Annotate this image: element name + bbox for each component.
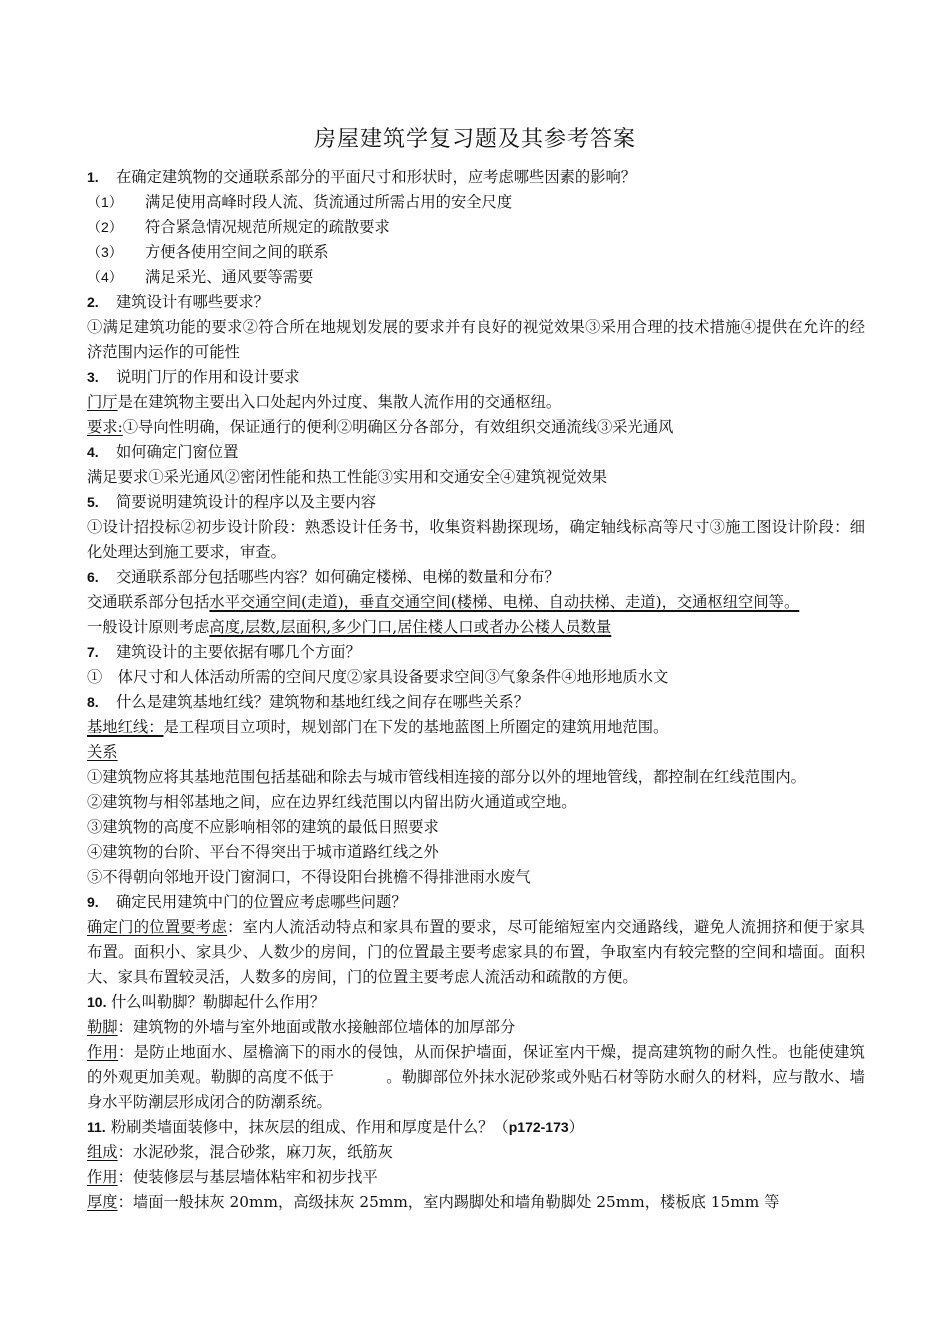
question-text: 说明门厅的作用和设计要求 [116, 368, 300, 386]
question-text: 如何确定门窗位置 [116, 443, 239, 461]
page-reference: p172-173 [508, 1119, 569, 1135]
answer-text: ① 体尺寸和人体活动所需的空间尺度②家具设备要求空间③气象条件④地形地质水文 [87, 668, 669, 686]
question-text: 什么是建筑基地红线？建筑物和基地红线之间存在哪些关系？ [116, 693, 530, 711]
answer-item [87, 240, 865, 265]
question-11 [87, 1115, 865, 1140]
underlined-text: 高度,层数,层面积,多少门口,居住楼人口或者办公楼人员数量 [209, 618, 612, 636]
question-text: 建筑设计的主要依据有哪几个方面？ [116, 643, 361, 661]
item-label: （3） [87, 244, 123, 260]
answer-line [87, 590, 865, 615]
relation-item: ④建筑物的台阶、平台不得突出于城市道路红线之外 [87, 843, 439, 861]
answer-line [87, 390, 865, 415]
term-label: 基地红线： [87, 718, 164, 736]
term-label: 关系 [87, 743, 118, 761]
answer-line [87, 415, 865, 440]
underlined-text: 水平交通空间(走道)，垂直交通空间(楼梯、电梯、自动扶梯、走道)，交通枢纽空间等。 [209, 593, 800, 611]
answer-item [87, 265, 865, 290]
item-label: （4） [87, 269, 123, 285]
question-text: 简要说明建筑设计的程序以及主要内容 [116, 493, 377, 511]
question-number: 7. [87, 644, 99, 660]
term-label: 厚度 [87, 1193, 118, 1211]
answer-text: ：是防止地面水、屋檐滴下的雨水的侵蚀，从而保护墙面，保证室内干燥，提高建筑物的耐久性。也能使建筑的外观更加美观。勒脚的高度不低于 [87, 1043, 865, 1086]
relation-item: ⑤不得朝向邻地开设门窗洞口，不得设阳台挑檐不得排泄雨水废气 [87, 868, 531, 886]
question-10 [87, 990, 865, 1015]
question-number: 5. [87, 494, 99, 510]
answer-text: ：室内人流活动特点和家具布置的要求，尽可能缩短室内交通路线，避免人流拥挤和便于家具布置。面积小、家具少、人数少的房间，门的位置最主要考虑家具的布置，争取室内有较完整的空间和墙面。面积大、家具布置较灵活，人数多的房间，门的位置主要考虑人流活动和疏散的方便。 [87, 918, 865, 986]
document-title: 房屋建筑学复习题及其参考答案 [313, 127, 636, 152]
question-text-end: ） [568, 1118, 584, 1136]
question-number: 9. [87, 894, 99, 910]
item-label: （1） [87, 194, 123, 210]
question-number: 10. [87, 994, 107, 1010]
item-text: 满足使用高峰时段人流、货流通过所需占用的安全尺度 [145, 193, 513, 211]
question-number: 1. [87, 169, 99, 185]
question-number: 4. [87, 444, 99, 460]
term-label: 确定门的位置要考虑 [87, 918, 228, 936]
answer-text: ：建筑物的外墙与室外地面或散水接触部位墙体的加厚部分 [117, 1018, 516, 1036]
question-5 [87, 490, 865, 515]
question-number: 6. [87, 569, 99, 585]
answer-text: 是在建筑物主要出入口处起内外过度、集散人流作用的交通枢纽。 [117, 393, 562, 411]
answer-line [87, 1140, 865, 1165]
question-text: 什么叫勒脚？勒脚起什么作用？ [111, 993, 326, 1011]
answer-text: ①满足建筑功能的要求②符合所在地规划发展的要求并有良好的视觉效果③采用合理的技术措施④提供在允许的经济范围内运作的可能性 [87, 318, 865, 361]
question-number: 3. [87, 369, 99, 385]
answer-line [87, 740, 865, 765]
item-text: 符合紧急情况规范所规定的疏散要求 [145, 218, 390, 236]
term-label: 作用 [87, 1043, 119, 1061]
relation-item: ①建筑物应将其基地范围包括基础和除去与城市管线相连接的部分以外的埋地管线，都控制在红线范围内。 [87, 768, 806, 786]
answer-item [87, 215, 865, 240]
answer-text: ①导向性明确，保证通行的便利②明确区分各部分，有效组织交通流线③采光通风 [122, 418, 674, 436]
question-number: 2. [87, 294, 99, 310]
question-9 [87, 890, 865, 915]
answer-line [87, 1190, 865, 1215]
item-text: 满足采光、通风要等需要 [145, 268, 314, 286]
answer-text: 交通联系部分包括 [87, 593, 210, 611]
question-text: 建筑设计有哪些要求？ [116, 293, 269, 311]
answer-text: ①设计招投标②初步设计阶段：熟悉设计任务书，收集资料勘探现场，确定轴线标高等尺寸③施工图设计阶段：细化处理达到施工要求，审查。 [87, 518, 865, 561]
term-label: 要求: [87, 418, 123, 436]
answer-line [87, 1015, 865, 1040]
question-3 [87, 365, 865, 390]
answer-item [87, 190, 865, 215]
term-label: 作用 [87, 1168, 118, 1186]
answer-text: ：使装修层与基层墙体粘牢和初步找平 [117, 1168, 378, 1186]
answer-text: 一般设计原则考虑 [87, 618, 210, 636]
relation-item: ③建筑物的高度不应影响相邻的建筑的最低日照要求 [87, 818, 439, 836]
answer-line [87, 1165, 865, 1190]
question-number: 11. [87, 1119, 106, 1135]
answer-text: 。勒脚部位外抹水泥砂浆或外贴石材等防水耐久的材料，应与散水、墙身水平防潮层形成闭合的防潮系统。 [87, 1068, 865, 1111]
relation-item: ②建筑物与相邻基地之间，应在边界红线范围以内留出防火通道或空地。 [87, 793, 577, 811]
answer-text: 是工程项目立项时，规划部门在下发的基地蓝图上所圈定的建筑用地范围。 [163, 718, 669, 736]
document-body [87, 165, 865, 1215]
question-text: 确定民用建筑中门的位置应考虑哪些问题？ [116, 893, 407, 911]
question-1 [87, 165, 865, 190]
question-4 [87, 440, 865, 465]
answer-text: ：水泥砂浆，混合砂浆，麻刀灰，纸筋灰 [117, 1143, 393, 1161]
answer-line [87, 715, 865, 740]
question-7 [87, 640, 865, 665]
term-label: 勒脚 [87, 1018, 118, 1036]
answer-line [87, 915, 865, 990]
question-6 [87, 565, 865, 590]
answer-line [87, 615, 865, 640]
question-number: 8. [87, 694, 99, 710]
answer-line [87, 1040, 865, 1115]
item-text: 方便各使用空间之间的联系 [145, 243, 329, 261]
question-text: 粉刷类墙面装修中，抹灰层的组成、作用和厚度是什么？（ [111, 1118, 509, 1136]
question-2 [87, 290, 865, 315]
answer-text: 满足要求①采光通风②密闭性能和热工性能③实用和交通安全④建筑视觉效果 [87, 468, 608, 486]
item-label: （2） [87, 219, 123, 235]
question-text: 在确定建筑物的交通联系部分的平面尺寸和形状时，应考虑哪些因素的影响？ [116, 168, 637, 186]
term-label: 组成 [87, 1143, 118, 1161]
question-8 [87, 690, 865, 715]
term-label: 门厅 [87, 393, 118, 411]
answer-text: ：墙面一般抹灰 20mm，高级抹灰 25mm，室内踢脚处和墙角勒脚处 25mm，楼板底 15mm 等 [117, 1193, 780, 1211]
question-text: 交通联系部分包括哪些内容？如何确定楼梯、电梯的数量和分布？ [116, 568, 560, 586]
